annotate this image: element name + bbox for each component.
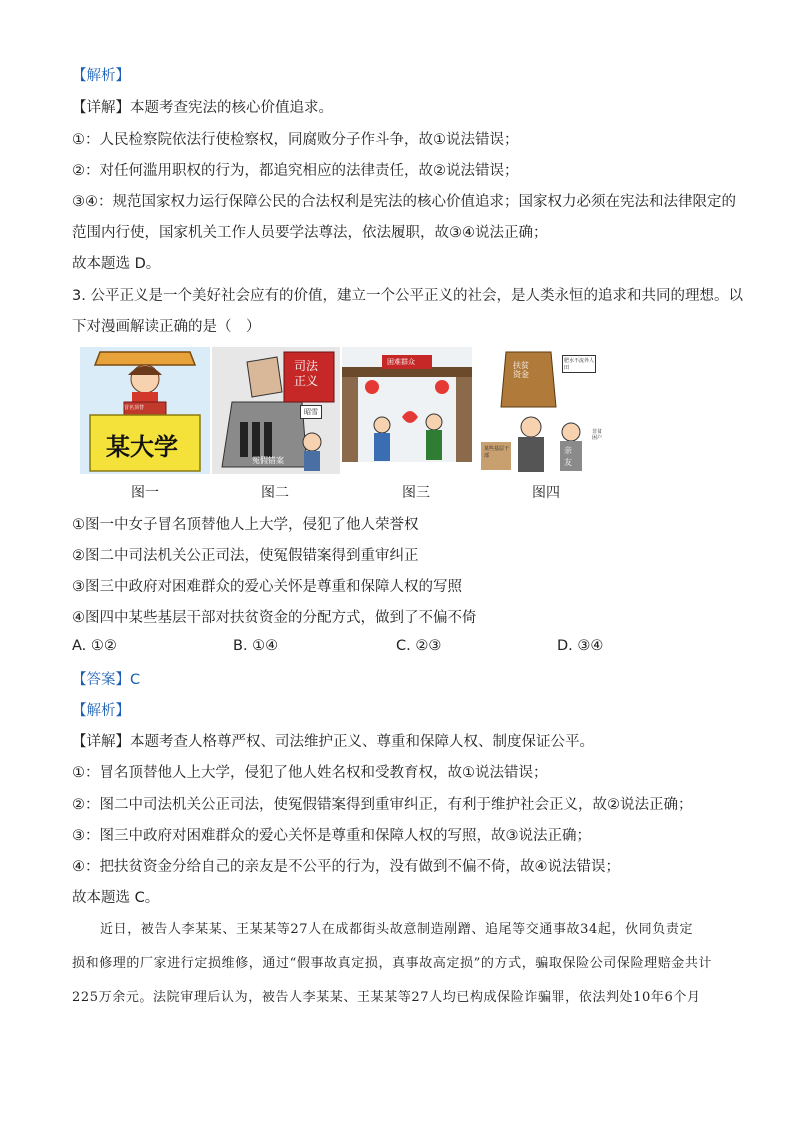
text-line: ④：把扶贫资金分给自己的亲友是不公平的行为，没有做到不偏不倚，故④说法错误； <box>72 859 620 875</box>
text-line: ①：冒名顶替他人上大学，侵犯了他人姓名权和受教育权，故①说法错误； <box>72 765 548 781</box>
option-a: A. ①② <box>72 638 117 654</box>
cartoon-panel-4 <box>476 347 606 474</box>
text-line: ②：对任何滥用职权的行为，都追究相应的法律责任，故②说法错误； <box>72 163 519 179</box>
non-poor-label: 非贫困户 <box>592 429 603 441</box>
figure-caption-1: 图一 <box>131 485 159 501</box>
statement-3: ③图三中政府对困难群众的爱心关怀是尊重和保障人权的写照 <box>72 579 462 595</box>
option-b: B. ①④ <box>233 638 279 654</box>
cartoon-panel-3 <box>342 347 472 474</box>
text-line: ③④：规范国家权力运行保障公民的合法权利是宪法的核心价值追求；国家权力必须在宪法和法律限定的 <box>72 194 736 210</box>
statement-4: ④图四中某些基层干部对扶贫资金的分配方式，做到了不偏不倚 <box>72 610 477 626</box>
passage-line: 近日，被告人李某某、王某某等27人在成都街头故意制造剐蹭、追尾等交通事故34起，伙同负责定 <box>100 922 694 937</box>
needy-sign: 困难群众 <box>387 358 415 366</box>
friend-label: 友 <box>564 458 572 467</box>
text-line: 故本题选 C。 <box>72 890 160 906</box>
cartoon-panel-1 <box>80 347 210 474</box>
badge-text: 冒名顶替 <box>124 405 145 411</box>
text-line: 故本题选 D。 <box>72 256 161 272</box>
university-sign: 某大学 <box>106 433 178 461</box>
option-c: C. ②③ <box>396 638 442 654</box>
analysis-heading-2: 【解析】 <box>72 703 130 719</box>
text-line: 范围内行使，国家机关工作人员要学法尊法，依法履职，故③④说法正确； <box>72 225 548 241</box>
passage-line: 损和修理的厂家进行定损维修，通过“假事故真定损，真事故高定损”的方式，骗取保险公司保险理赔金共计 <box>72 956 713 971</box>
text-line: ①：人民检察院依法行使检察权，同腐败分子作斗争，故①说法错误； <box>72 132 519 148</box>
justice-sign: 司法正义 <box>294 359 319 388</box>
question-line: 下对漫画解读正确的是（ ） <box>72 319 261 335</box>
text-line: ③：图三中政府对困难群众的爱心关怀是尊重和保障人权的写照，故③说法正确； <box>72 828 591 844</box>
statement-1: ①图一中女子冒名顶替他人上大学，侵犯了他人荣誉权 <box>72 517 419 533</box>
option-d: D. ③④ <box>557 638 604 654</box>
relative-label: 亲 <box>564 446 572 455</box>
passage-line: 225万余元。法院审理后认为，被告人李某某、王某某等27人均已构成保险诈骗罪，依法判处10年6个月 <box>72 990 701 1005</box>
cartoon-panel-2 <box>212 347 340 474</box>
text-line: ②：图二中司法机关公正司法，使冤假错案得到重审纠正，有利于维护社会正义，故②说法正确； <box>72 797 693 813</box>
detail-line: 【详解】本题考查人格尊严权、司法维护正义、尊重和保障人权、制度保证公平。 <box>72 734 594 750</box>
question-line: 3. 公平正义是一个美好社会应有的价值，建立一个公平正义的社会，是人类永恒的追求和共同的理想。以 <box>72 288 743 304</box>
note-label: 肥水不流外人田 <box>562 355 596 373</box>
poverty-fund-sack: 扶贫资金 <box>513 361 529 379</box>
analysis-heading-1: 【解析】 <box>72 68 130 84</box>
detail-line: 【详解】本题考查宪法的核心价值追求。 <box>72 100 333 116</box>
speech-bubble: 昭雪 <box>300 405 322 419</box>
answer-line: 【答案】C <box>72 672 141 688</box>
figure-caption-2: 图二 <box>261 485 289 501</box>
statement-2: ②图二中司法机关公正司法，使冤假错案得到重审纠正 <box>72 548 419 564</box>
figure-caption-4: 图四 <box>532 485 560 501</box>
cadre-label: 某些基层干部 <box>484 446 510 459</box>
figure-caption-3: 图三 <box>402 485 430 501</box>
wrongful-case-label: 冤假错案 <box>252 456 284 465</box>
